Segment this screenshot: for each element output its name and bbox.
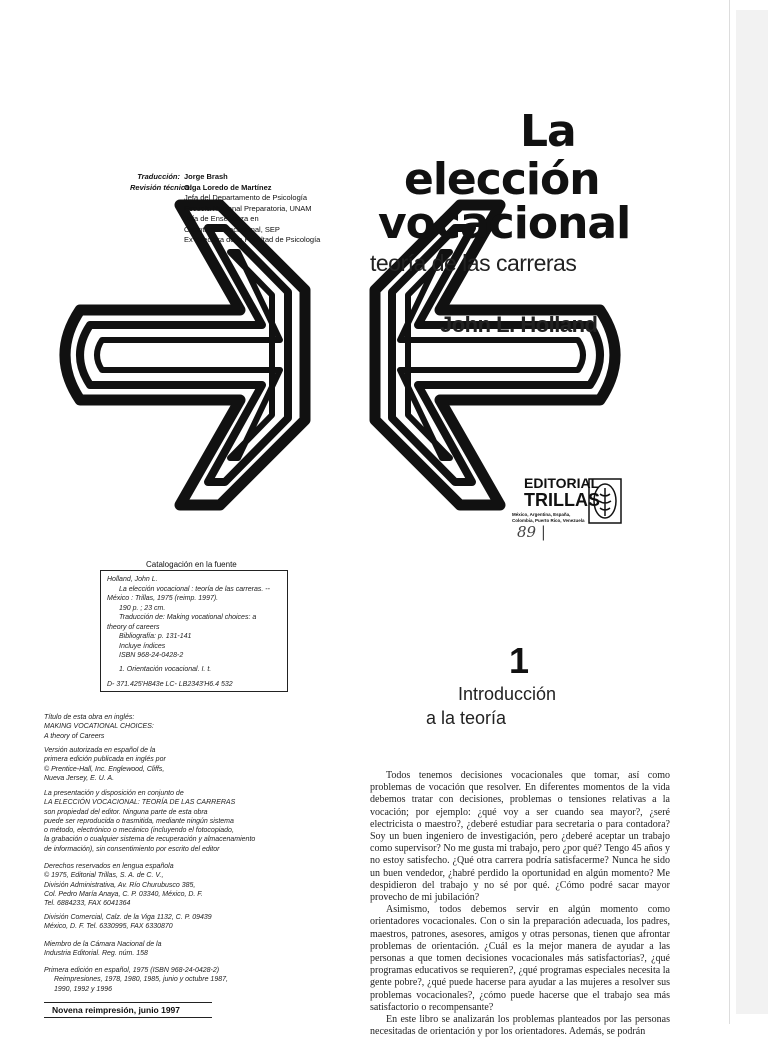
body-paragraph: Asimismo, todos debemos servir en algún momento como orientadores vocacionales. Con o sin la preparación adecuada, los padres, maestros, patrones, asesores, amigos y otras personas, tienen que afrontar problemas de orientación. ¿Cuál es la mejor manera de ayudar a las personas a que tomen decisiones vocacionales más satisfactorias?, ¿qué programas educativos se requieren?, ¿qué programas especiales necesita la gente pobre?, ¿qué puede hacerse para ayudar a las mujeres a resolver sus problemas vocacionales?, ¿cómo puede hacerse que el trabajo sea más satisfactorio o recompensante? [370,904,670,1013]
book-title-line: La [520,106,576,157]
legal-block [44,966,228,994]
review-label: Revisión técnica: [130,182,192,192]
catalog-line: 190 p. ; 23 cm. [119,604,166,612]
right-arrow-icon [65,205,305,505]
catalog-line: theory of careers [107,623,160,631]
reviewer-role: Escuela Nacional Preparatoria, UNAM [184,203,312,213]
legal-line: Título de esta obra en inglés: [44,714,135,721]
legal-line: Reimpresiones, 1978, 1980, 1985, junio y octubre 1987, [54,976,228,984]
catalog-line: México : Trillas, 1975 (reimp. 1997). [107,595,219,602]
publisher-line: EDITORIAL [524,475,600,491]
legal-line: MAKING VOCATIONAL CHOICES: [44,723,154,731]
publisher-line: TRILLAS [524,490,600,510]
chapter-title-line: Introducción [458,684,557,704]
legal-line: Nueva Jersey, E. U. A. [44,774,115,782]
catalog-line: 1. Orientación vocacional. I. t. [119,665,212,673]
legal-line: Col. Pedro María Anaya, C. P. 03340, México, D. F. [44,890,203,898]
translation-credits [130,172,320,246]
body-paragraph: En este libro se analizarán los problemas planteados por las personas necesitadas de orientación y por los orientadores. Además, se podrán [370,1014,670,1038]
translator-name: Jorge Brash [184,172,228,181]
legal-line: División Administrativa, Av. Río Churubusco 385, [44,881,196,889]
legal-line: México, D. F. Tel. 6330995, FAX 6330870 [44,923,173,931]
legal-line: © 1975, Editorial Trillas, S. A. de C. V., [44,872,164,880]
legal-block [44,746,166,783]
catalog-card [100,570,288,692]
legal-line: A theory of Careers [44,732,105,740]
legal-line: © Prentice-Hall, Inc. Englewood, Cliffs, [44,765,165,773]
legal-line: 1990, 1992 y 1996 [54,985,112,993]
book-subtitle: teoría de las carreras [370,250,577,276]
book-title-line: elección [404,154,600,205]
publisher-city-line: México, Argentina, España, [512,512,571,517]
publisher-city-line: Colombia, Puerto Rico, Venezuela [512,518,585,523]
body-paragraph: Todos tenemos decisiones vocacionales que tomar, así como problemas de vocación que resolver. En diferentes momentos de la vida debemos tratar con decisiones, problemas o tensiones relativas a la vocación; por ejemplo: ¿qué voy a ser cuando sea mayor?, ¿seré electricista o maestro?, ¿deberé estudiar para secretaria o para contadora? Soy un buen ingeniero de investigación, pero ¿deberé aceptar un trabajo como supervisor? No me gusta mi trabajo, pero ¿por qué? Tengo 45 años y no estoy satisfecho. ¿Qué otra carrera podría satisfacerme? Nunca he sido un buen vendedor, ¿habré perdido la oportunidad en algún momento? Me despidieron del trabajo y no sé por qué. ¿Cómo podré sacar mayor provecho de mi jubilación? [370,770,670,904]
catalog-line: Traducción de: Making vocational choices: a [119,614,257,621]
legal-line: Industria Editorial. Reg. núm. 158 [44,950,148,958]
reviewer-role: Jefa de Enseñanza en [184,214,259,223]
adjacent-page-edge [729,0,768,1024]
legal-line: de información), sin consentimiento por escrito del editor [44,845,220,853]
legal-line: Versión autorizada en español de la [44,747,156,754]
legal-line: Tel. 6884233, FAX 6041364 [44,900,131,908]
legal-block [44,913,212,932]
legal-line: La presentación y disposición en conjunto de [44,790,184,797]
catalog-line: Bibliografía: p. 131-141 [119,633,192,640]
legal-block [44,940,162,959]
chapter-body [370,770,670,1038]
legal-line: o método, electrónico o mecánico (incluyendo el fotocopiado, [44,827,234,835]
legal-line: Miembro de la Cámara Nacional de la [44,941,162,948]
handwritten-note: 89 | [517,523,546,541]
legal-line: puede ser reproducida o trasmitida, mediante ningún sistema [44,817,234,825]
legal-line: Primera edición en español, 1975 (ISBN 968-24-0428-2) [44,967,220,974]
reviewer-name: Olga Loredo de Martínez [184,182,272,192]
reviewer-role: Jefa del Departamento de Psicología [184,193,307,202]
catalog-line: Holland, John L. [107,576,158,583]
legal-line: LA ELECCIÓN VOCACIONAL: TEORÍA DE LAS CARRERAS [44,799,236,807]
legal-line: Derechos reservados en lengua española [44,863,174,870]
chapter-title-line: a la teoría [426,708,507,728]
translation-label: Traducción: [137,172,180,181]
catalog-line: ISBN 968-24-0428-2 [119,652,184,659]
legal-block [44,862,203,908]
catalog-line: Incluye índices [119,642,166,650]
legal-line: primera edición publicada en inglés por [44,756,166,764]
legal-line: la grabación o cualquier sistema de recuperación y almacenamiento [44,836,256,844]
chapter-title [426,682,557,730]
legal-block [44,713,154,741]
chapter-number: 1 [509,640,530,681]
book-title-line: vocacional [378,198,631,249]
publisher-seal-icon [588,478,622,524]
legal-line: División Comercial, Calz. de la Viga 1132, C. P. 09439 [44,914,212,921]
legal-line: son propiedad del editor. Ninguna parte de esta obra [44,808,208,816]
catalog-heading: Catalogación en la fuente [146,560,237,569]
legal-block [44,789,255,854]
book-author: John L. Holland [440,312,598,337]
catalog-classification: D- 371.425'H843e LC- LB2343'H6.4 532 [107,681,233,688]
reviewer-role: Orientación Vocacional, SEP [184,224,280,234]
catalog-line: La elección vocacional : teoría de las carreras. -- [119,585,270,593]
reprint-notice: Novena reimpresión, junio 1997 [44,1002,212,1018]
reviewer-role: Ex directora de la Facultad de Psicología [184,235,321,244]
